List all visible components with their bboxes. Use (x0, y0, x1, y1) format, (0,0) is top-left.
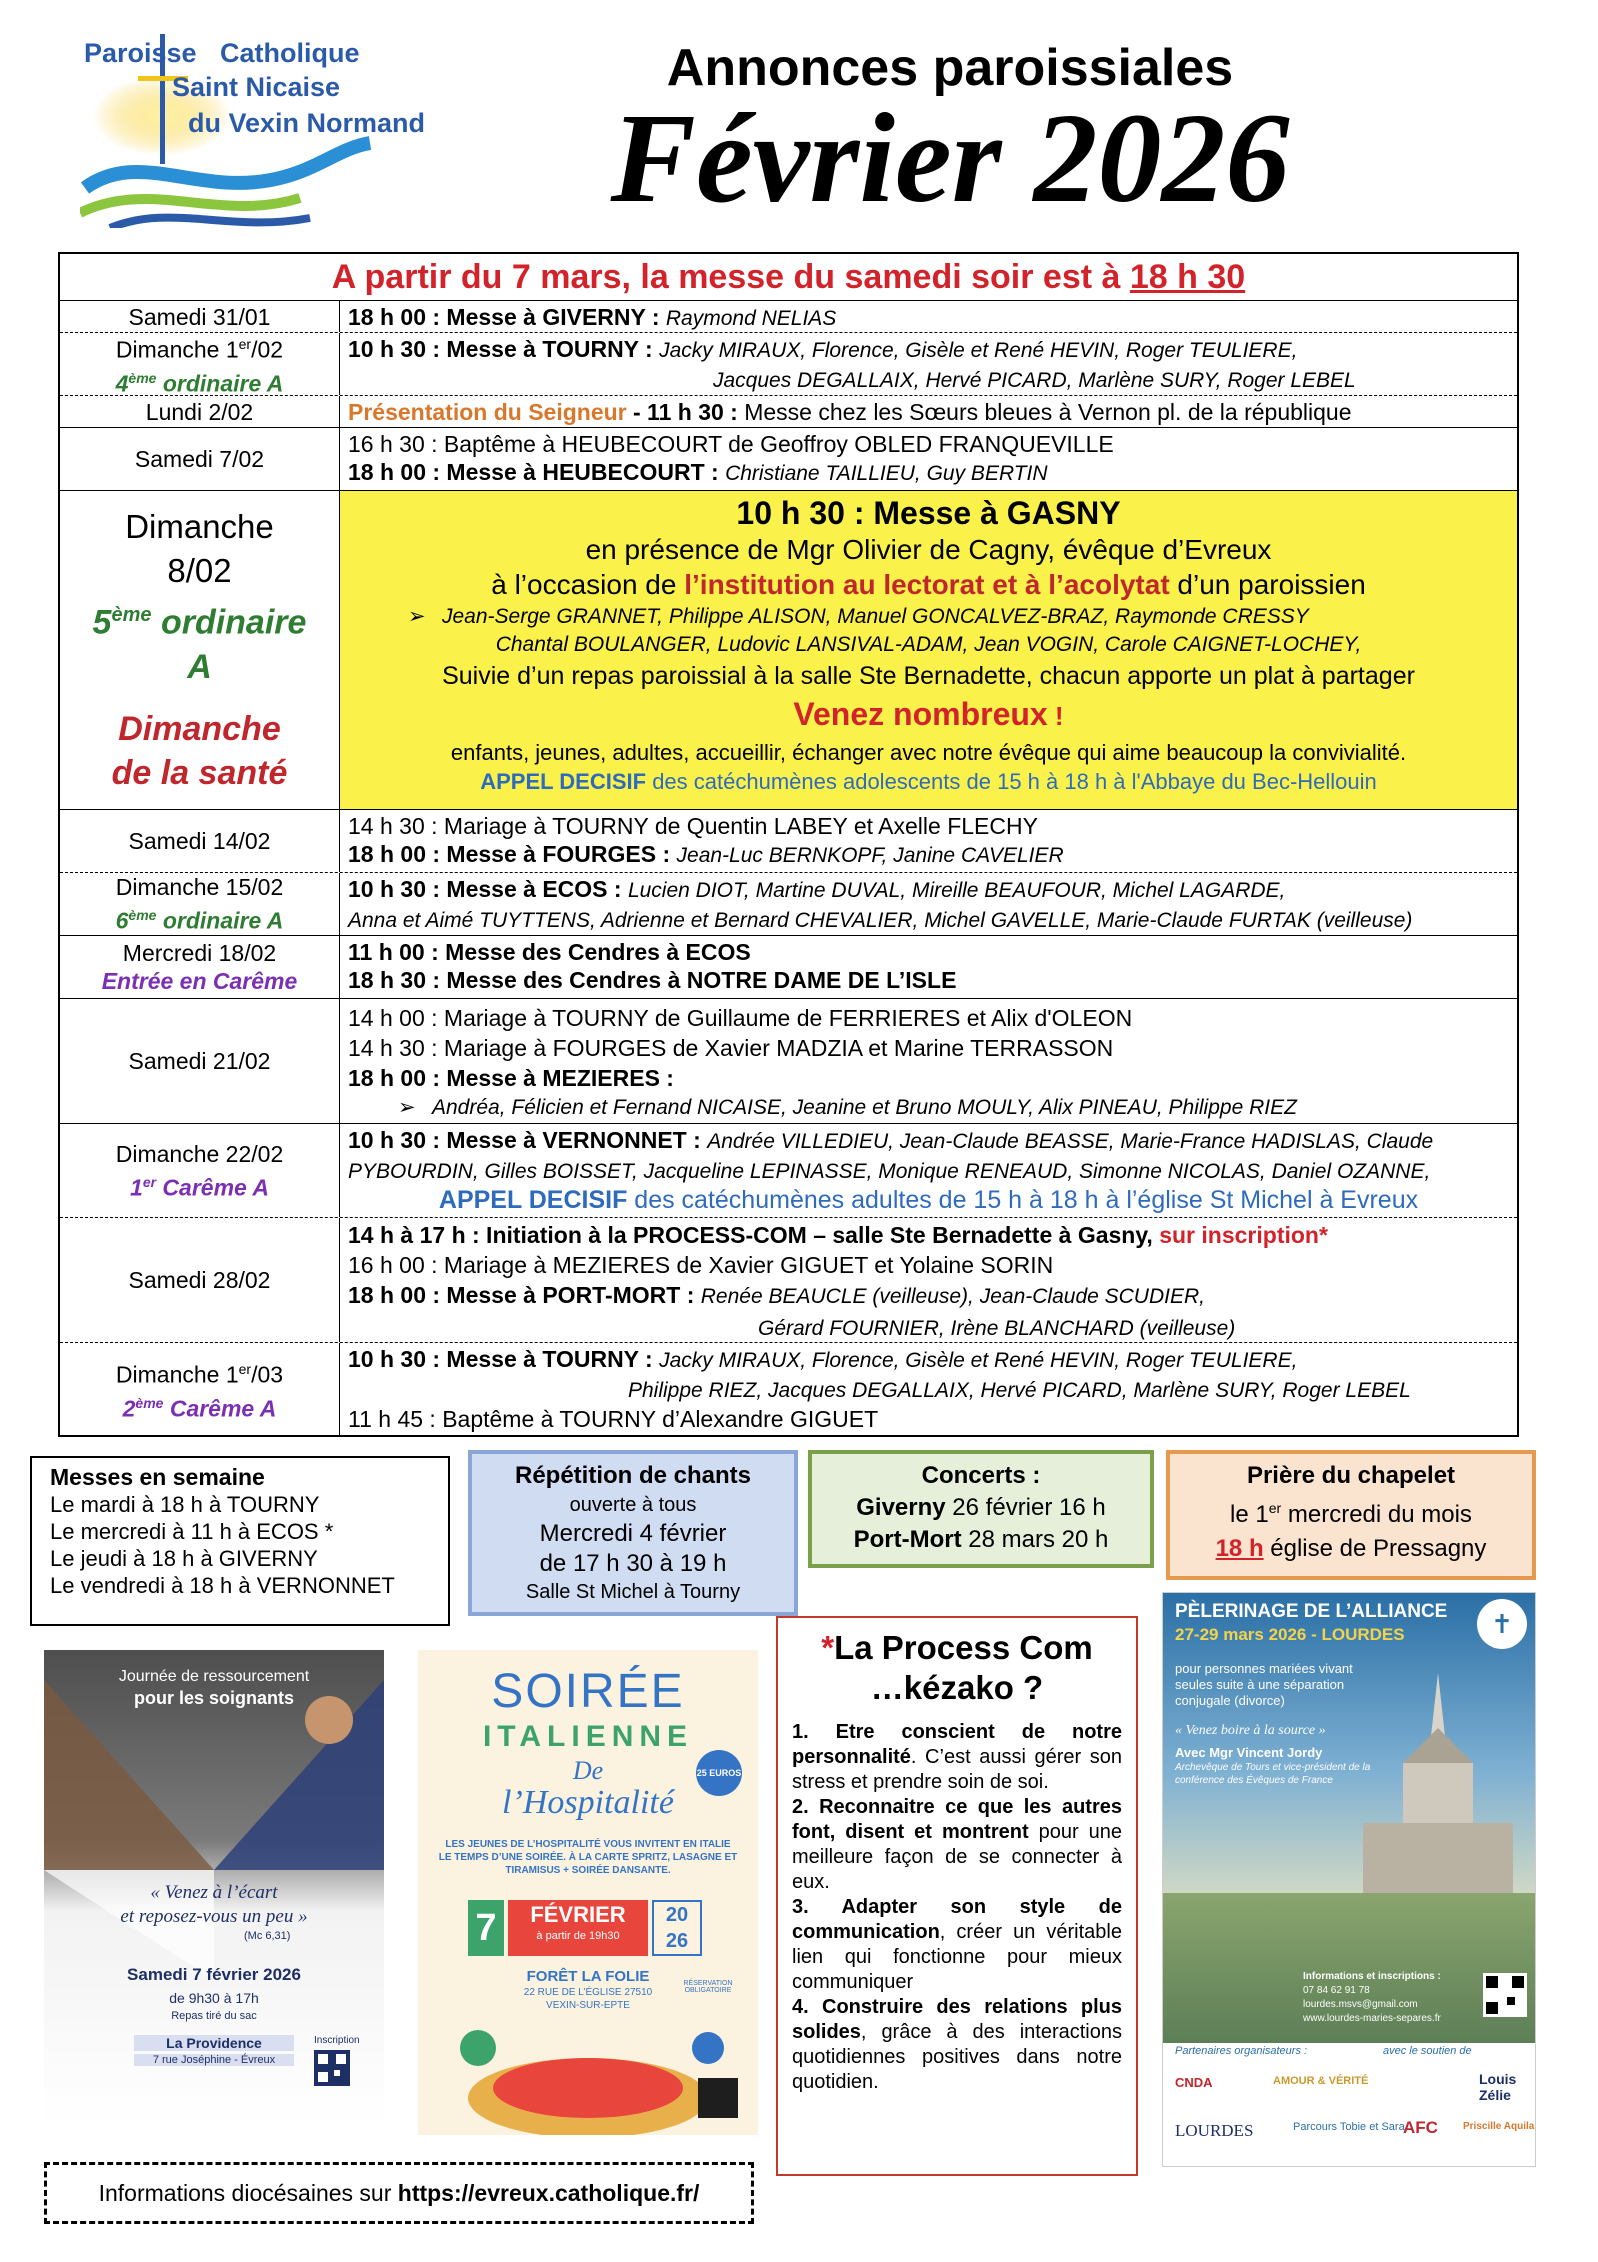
banner-text: A partir du 7 mars, la messe du samedi soir est à (331, 258, 1130, 296)
partner-cnda: CNDA (1175, 2075, 1213, 2090)
processcom-point1-text: . C’est aussi gérer son stress et prendre soin de soi. (792, 1746, 1122, 1793)
arrow-icon: ➢ (398, 1096, 416, 1119)
sante-label-2: de la santé (111, 753, 288, 792)
mass-label: 18 h 00 : Messe à PORT-MORT : (348, 1282, 701, 1308)
date-cell (60, 301, 340, 332)
date-label: Dimanche 1 (115, 337, 239, 363)
concerts-title: Concerts : (921, 1462, 1041, 1489)
partner-lourdes: LOURDES (1175, 2121, 1254, 2140)
mass-label: 18 h 00 : Messe à HEUBECOURT : (348, 459, 726, 485)
liturgical-label: Carême A (156, 1174, 269, 1201)
partner-amour-verite: AMOUR & VÉRITÉ (1273, 2075, 1369, 2087)
processcom-box (776, 1616, 1138, 2176)
choir-date: Mercredi 4 février (539, 1520, 727, 1547)
liturgical-label: ordinaire A (156, 370, 284, 397)
processcom-star: * (821, 1629, 835, 1666)
poster3-description: pour personnes mariées vivant seules suite à une séparation conjugale (divorce) (1175, 1661, 1353, 1708)
baptism-line: 11 h 45 : Baptême à TOURNY d’Alexandre GIGUET (348, 1406, 879, 1432)
rosary-time: 18 h (1215, 1535, 1264, 1562)
liturgical-number: 5 (92, 603, 112, 642)
table-row (60, 810, 1517, 873)
date-label: Dimanche (125, 508, 274, 546)
poster1-time: de 9h30 à 17h (169, 1990, 259, 2006)
poster3-support-label: avec le soutien de (1383, 2045, 1472, 2057)
weekday-item: Le mardi à 18 h à TOURNY (50, 1492, 320, 1517)
poster2-year (652, 1900, 702, 1956)
processcom-point2-text: pour une meilleure façon de se connecter à eux. (792, 1821, 1122, 1893)
intentions-cont: PYBOURDIN, Gilles BOISSET, Jacqueline LEPINASSE, Monique RENEAUD, Simonne NICOLAS, Daniel OZANNE, (348, 1160, 1431, 1183)
poster2-day: 7 (468, 1900, 504, 1956)
processcom-session: 14 h à 17 h : Initiation à la PROCESS-COM – salle Ste Bernadette à Gasny, (348, 1222, 1160, 1248)
liturgical-number: 2 (122, 1395, 136, 1422)
date-number: 8/02 (167, 552, 232, 590)
table-row (60, 1124, 1517, 1218)
event-cell-highlight (340, 491, 1517, 809)
liturgical-number: 4 (115, 370, 129, 397)
weekday-masses-box (30, 1456, 450, 1626)
poster3-title: PÈLERINAGE DE L’ALLIANCE (1175, 1601, 1448, 1622)
table-row (60, 1218, 1517, 1343)
partner-louis-zelie: Louis Zélie (1479, 2071, 1517, 2103)
poster1-repas: Repas tiré du sac (171, 2010, 257, 2022)
liturgical-label: Carême A (163, 1395, 277, 1422)
weekday-title: Messes en semaine (50, 1464, 265, 1490)
poster1-quote-2: et reposez-vous un peu » (120, 1906, 308, 1927)
liturgical-number: 1 (130, 1174, 143, 1201)
pilgrimage-logo-icon: ✝ (1477, 1599, 1527, 1649)
date-label: Dimanche 15/02 (115, 874, 284, 901)
liturgical-sup: ème (128, 370, 157, 386)
choir-open: ouverte à tous (569, 1494, 697, 1516)
banner (60, 254, 1517, 301)
date-label: Dimanche 1 (115, 1362, 239, 1388)
rosary-when-end: mercredi du mois (1281, 1501, 1472, 1528)
poster1-quote: « Venez à l’écart (150, 1882, 278, 1903)
logo-line2: Saint Nicaise (172, 72, 341, 102)
wedding-line: 14 h 30 : Mariage à TOURNY de Quentin LABEY et Axelle FLECHY (348, 813, 1038, 839)
poster2-address-2: VEXIN-SUR-EPTE (546, 2000, 630, 2011)
date-label: Samedi 7/02 (134, 446, 265, 472)
page-title: Annonces paroissiales (666, 39, 1234, 97)
event-cell (340, 936, 1517, 998)
event-cell (340, 1218, 1517, 1342)
poster2-de: De (572, 1756, 604, 1785)
page-month: Février 2026 (610, 87, 1290, 229)
intentions: Andrée VILLEDIEU, Jean-Claude BEASSE, Marie-France HADISLAS, Claude (707, 1130, 1434, 1153)
venez-nombreux: Venez nombreux (793, 696, 1048, 732)
poster1-address: 7 rue Joséphine - Évreux (134, 2054, 294, 2066)
appel-decisif: APPEL DECISIF (438, 1186, 628, 1214)
bishop-presence: en présence de Mgr Olivier de Cagny, évêque d’Evreux (585, 534, 1272, 565)
date-label-suffix: /02 (251, 337, 284, 363)
concert-date: 26 février 16 h (945, 1494, 1106, 1521)
parish-logo (80, 28, 430, 228)
intentions: Jacky MIRAUX, Florence, Gisèle et René HEVIN, Roger TEULIERE, (659, 339, 1298, 362)
poster2-address: 22 RUE DE L’ÉGLISE 27510 (523, 1987, 653, 1998)
date-cell (60, 491, 340, 809)
date-cell (60, 1343, 340, 1435)
intentions-cont: Jacques DEGALLAIX, Hervé PICARD, Marlène SURY, Roger LEBEL (713, 369, 1356, 392)
liturgical-label: Entrée en Carême (101, 968, 298, 994)
date-cell (60, 428, 340, 490)
intentions-cont: Philippe RIEZ, Jacques DEGALLAIX, Hervé PICARD, Marlène SURY, Roger LEBEL (628, 1379, 1411, 1402)
concert-place-2: Port-Mort (853, 1526, 962, 1553)
meal-text: Suivie d’un repas paroissial à la salle Ste Bernadette, chacun apporte un plat à partager (442, 662, 1415, 690)
mass-label: 18 h 00 : Messe à GIVERNY : (348, 304, 666, 330)
processcom-subtitle: …kézako ? (870, 1669, 1044, 1706)
appel-decisif: APPEL DECISIF (480, 769, 647, 794)
intentions: Lucien DIOT, Martine DUVAL, Mireille BEAUFOUR, Michel LAGARDE, (627, 879, 1286, 902)
table-row (60, 999, 1517, 1124)
baptism-line: 16 h 30 : Baptême à HEUBECOURT de Geoffroy OBLED FRANQUEVILLE (348, 431, 1114, 457)
date-cell (60, 999, 340, 1123)
feast-label: Présentation du Seigneur (348, 399, 627, 425)
date-label: Samedi 31/01 (128, 303, 271, 330)
poster2-place: FORÊT LA FOLIE (526, 1968, 650, 1985)
date-label: Lundi 2/02 (145, 398, 254, 425)
caregivers-poster (44, 1650, 384, 2125)
poster3-info-label: Informations et inscriptions : (1303, 1971, 1441, 1982)
table-row (60, 491, 1517, 810)
rosary-sup: er (1268, 1500, 1282, 1516)
intentions: Jean-Serge GRANNET, Philippe ALISON, Manuel GONCALVEZ-BRAZ, Raymonde CRESSY (442, 605, 1309, 628)
poster3-bishop: Avec Mgr Vincent Jordy (1175, 1745, 1323, 1760)
poster3-email: lourdes.msvs@gmail.com (1303, 1999, 1418, 2010)
event-cell (340, 1124, 1517, 1217)
poster2-hour: à partir de 19h30 (536, 1930, 620, 1942)
liturgical-sup: er (142, 1173, 157, 1190)
poster1-ref: (Mc 6,31) (244, 1930, 291, 1942)
date-cell (60, 396, 340, 427)
date-cell (60, 873, 340, 935)
intentions-cont: Chantal BOULANGER, Ludovic LANSIVAL-ADAM, Jean VOGIN, Carole CAIGNET-LOCHEY, (495, 633, 1362, 656)
mass-label: 10 h 30 : Messe à TOURNY : (348, 1346, 660, 1372)
table-row (60, 936, 1517, 999)
poster2-description: LES JEUNES DE L’HOSPITALITÉ VOUS INVITENT EN ITALIE LE TEMPS D’UNE SOIRÉE. À LA CARTE SPRITZ, LASAGNE ET TIRAMISUS + SOIRÉE DANSANTE. (438, 1839, 738, 1876)
processcom-point3-text: , créer un véritable lien qui fonctionne pour mieux communiquer (792, 1921, 1122, 1993)
poster3-role: Archevêque de Tours et vice-président de la conférence des Évêques de France (1175, 1762, 1371, 1786)
liturgical-label: ordinaire (151, 603, 307, 642)
appel-decisif-text: des catéchumènes adultes de 15 h à 18 h à l’église St Michel à Evreux (627, 1186, 1419, 1214)
wedding-line-2: 14 h 30 : Mariage à FOURGES de Xavier MADZIA et Marine TERRASSON (348, 1035, 1114, 1061)
intentions-cont: Gérard FOURNIER, Irène BLANCHARD (veilleuse) (758, 1317, 1236, 1340)
basilica-illustration (1343, 1673, 1533, 1923)
event-cell (340, 333, 1517, 395)
poster2-price: 25 EUROS (696, 1750, 742, 1796)
event-cell (340, 1343, 1517, 1435)
table-row (60, 1343, 1517, 1435)
choir-rehearsal-box (468, 1450, 798, 1616)
date-cell (60, 333, 340, 395)
partner-afc: AFC (1403, 2118, 1438, 2137)
arrow-icon: ➢ (408, 605, 426, 628)
date-cell (60, 1124, 340, 1217)
poster1-line2: pour les soignants (133, 1688, 295, 1708)
inscription-required: sur inscription* (1159, 1222, 1328, 1248)
mass-label: 10 h 30 : Messe à TOURNY : (348, 336, 660, 362)
date-cell (60, 1218, 340, 1342)
partner-priscille: Priscille Aquila (1463, 2121, 1535, 2132)
processcom-point4-text: , grâce à des interactions quotidiennes positives dans notre quotidien. (792, 2021, 1122, 2093)
venez-nombreux-excl: ! (1047, 701, 1064, 731)
concert-date-2: 28 mars 20 h (961, 1526, 1109, 1553)
liturgical-label: ordinaire A (156, 907, 284, 934)
date-cell (60, 936, 340, 998)
concerts-box (808, 1450, 1154, 1568)
convivialite-text: enfants, jeunes, adultes, accueillir, échanger avec notre évêque qui aime beaucoup la convivialité. (450, 740, 1407, 765)
poster1-line1: Journée de ressourcement (118, 1668, 310, 1685)
weekday-item: Le mercredi à 11 h à ECOS * (50, 1519, 334, 1544)
event-cell (340, 396, 1517, 427)
poster3-partners-label: Partenaires organisateurs : (1175, 2045, 1308, 2057)
wedding-line: 14 h 00 : Mariage à TOURNY de Guillaume de FERRIERES et Alix d'OLEON (348, 1005, 1133, 1031)
rosary-place: église de Pressagny (1263, 1535, 1487, 1562)
partner-tobie-sara: Parcours Tobie et Sara (1293, 2121, 1405, 2133)
poster1-inscription: Inscription (314, 2035, 360, 2046)
info-text: Informations diocésaines sur (98, 2180, 398, 2206)
poster1-place: La Providence (134, 2035, 294, 2051)
logo-line1: Paroisse (84, 38, 197, 68)
poster2-hospitalite: l’Hospitalité (502, 1784, 674, 1821)
date-label-suffix: /03 (251, 1362, 284, 1388)
poster2-subtitle: ITALIENNE (482, 1720, 694, 1753)
qr-code-icon (314, 2050, 350, 2086)
table-row (60, 333, 1517, 396)
mass-label: 18 h 00 : Messe à MEZIERES : (348, 1065, 674, 1091)
processcom-point4-title: 4. Construire des relations plus solides (792, 1996, 1122, 2043)
logo-line1b: Catholique (220, 38, 360, 68)
event-cell (340, 873, 1517, 935)
poster2-reservation: RÉSERVATION OBLIGATOIRE (683, 1980, 733, 1994)
concert-place: Giverny (856, 1494, 946, 1521)
date-label: Samedi 28/02 (128, 1267, 271, 1293)
processcom-point1-title: 1. Etre conscient de notre personnalité (792, 1721, 1122, 1768)
date-label: Dimanche 22/02 (115, 1140, 284, 1167)
choir-place: Salle St Michel à Tourny (525, 1581, 741, 1603)
rosary-box (1166, 1450, 1536, 1580)
event-cell (340, 810, 1517, 872)
event-cell (340, 428, 1517, 490)
poster3-phone: 07 84 62 91 78 (1303, 1985, 1370, 1996)
banner-time: 18 h 30 (1129, 258, 1246, 296)
event-cell (340, 301, 1517, 332)
processcom-point2-title: 2. Reconnaitre ce que les autres font, disent et montrent (792, 1796, 1122, 1843)
pasta-illustration (418, 2018, 758, 2135)
liturgical-year: A (187, 647, 212, 686)
date-sup: er (238, 1361, 252, 1378)
mass-label: 10 h 30 : Messe à VERNONNET : (348, 1127, 708, 1153)
rosary-when: le 1 (1230, 1501, 1269, 1528)
poster3-dates: 27-29 mars 2026 - LOURDES (1175, 1625, 1405, 1644)
intentions: Andréa, Félicien et Fernand NICAISE, Jeanine et Bruno MOULY, Alix PINEAU, Philippe RIEZ (432, 1096, 1297, 1119)
choir-time: de 17 h 30 à 19 h (539, 1550, 727, 1577)
event-cell (340, 999, 1517, 1123)
table-row (60, 873, 1517, 936)
diocese-link[interactable]: https://evreux.catholique.fr/ (397, 2180, 700, 2206)
qr-code-icon (1483, 1973, 1527, 2017)
poster3-quote: « Venez boire à la source » (1175, 1723, 1326, 1738)
table-row (60, 428, 1517, 491)
ash-mass-2: 18 h 30 : Messe des Cendres à NOTRE DAME DE L’ISLE (348, 967, 957, 993)
gasny-mass-title: 10 h 30 : Messe à GASNY (736, 495, 1121, 531)
poster2-year1: 20 (665, 1904, 689, 1926)
occasion-text: à l’occasion de (491, 569, 685, 600)
diocese-info (44, 2162, 754, 2224)
intentions-cont: Anna et Aimé TUYTTENS, Adrienne et Bernard CHEVALIER, Michel GAVELLE, Marie-Claude FURTAK (veilleuse) (348, 909, 1413, 932)
sante-label: Dimanche (118, 709, 281, 748)
logo-line3: du Vexin Normand (188, 108, 426, 138)
date-label: Samedi 14/02 (128, 828, 271, 854)
date-label: Mercredi 18/02 (122, 940, 277, 966)
liturgical-number: 6 (115, 907, 129, 934)
processcom-title: La Process Com (834, 1629, 1093, 1666)
date-cell (60, 810, 340, 872)
intentions: Renée BEAUCLE (veilleuse), Jean-Claude SCUDIER, (700, 1285, 1205, 1308)
occasion-text-end: d’un paroissien (1169, 569, 1366, 600)
poster2-year2: 26 (665, 1930, 689, 1952)
liturgical-sup: ème (135, 1395, 164, 1411)
weekday-item: Le vendredi à 18 h à VERNONNET (50, 1573, 395, 1598)
poster3-website: www.lourdes-maries-separes.fr (1303, 2013, 1441, 2024)
intentions: Jacky MIRAUX, Florence, Gisèle et René HEVIN, Roger TEULIERE, (659, 1349, 1298, 1372)
table-row (60, 301, 1517, 333)
poster1-date: Samedi 7 février 2026 (127, 1965, 301, 1984)
appel-decisif-text: des catéchumènes adolescents de 15 h à 18 h à l'Abbaye du Bec-Hellouin (646, 769, 1377, 794)
table-row (60, 396, 1517, 428)
mass-time: - 11 h 30 : (626, 399, 745, 425)
choir-title: Répétition de chants (514, 1462, 752, 1489)
wedding-line: 16 h 00 : Mariage à MEZIERES de Xavier GIGUET et Yolaine SORIN (348, 1252, 1054, 1278)
mass-label: 10 h 30 : Messe à ECOS : (348, 876, 628, 902)
intentions: Christiane TAILLIEU, Guy BERTIN (725, 462, 1048, 485)
liturgical-sup: ème (111, 604, 152, 627)
poster2-title: SOIRÉE (491, 1665, 685, 1718)
italian-evening-poster (418, 1650, 758, 2135)
schedule-table (58, 252, 1519, 1437)
pilgrimage-poster (1162, 1592, 1536, 2167)
mass-place: Messe chez les Sœurs bleues à Vernon pl. de la république (744, 399, 1352, 425)
ash-mass-1: 11 h 00 : Messe des Cendres à ECOS (348, 939, 751, 965)
weekday-item: Le jeudi à 18 h à GIVERNY (50, 1546, 318, 1571)
poster2-date-box (508, 1900, 648, 1956)
poster2-month: FÉVRIER (530, 1902, 626, 1927)
processcom-point3-title: 3. Adapter son style de communication (792, 1896, 1122, 1943)
institution-label: l’institution au lectorat et à l’acolytat (684, 569, 1170, 600)
date-label: Samedi 21/02 (128, 1048, 271, 1074)
intentions: Jean-Luc BERNKOPF, Janine CAVELIER (676, 844, 1064, 867)
intentions: Raymond NELIAS (665, 307, 837, 330)
liturgical-sup: ème (128, 907, 157, 924)
rosary-title: Prière du chapelet (1246, 1462, 1456, 1489)
date-sup: er (238, 336, 252, 353)
mass-label: 18 h 00 : Messe à FOURGES : (348, 841, 677, 867)
